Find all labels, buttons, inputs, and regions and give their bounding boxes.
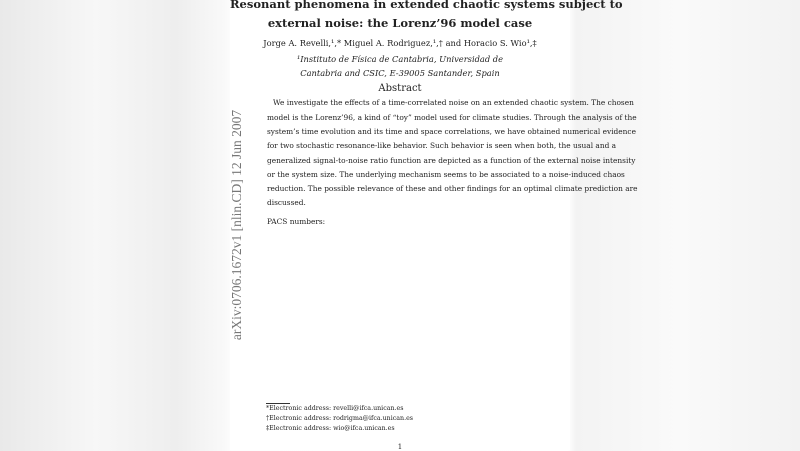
title-line-1: Resonant phenomena in extended chaotic systems subject to — [230, 0, 623, 11]
abstract-line: generalized signal-to-noise ratio function are depicted as a function of the external noise intensity — [267, 156, 636, 165]
abstract-line: system’s time evolution and its time and space correlations, we have obtained numerical evidence — [267, 127, 636, 136]
abstract-heading: Abstract — [378, 83, 422, 94]
abstract-line: discussed. — [267, 198, 306, 207]
footnote-rule — [266, 403, 290, 404]
footnote: *Electronic address: revelli@ifca.unican.es — [266, 405, 404, 412]
title-line-2: external noise: the Lorenz’96 model case — [267, 16, 533, 30]
abstract-line: reduction. The possible relevance of these and other findings for an optimal climate prediction are — [267, 184, 638, 193]
abstract-line: We investigate the effects of a time-correlated noise on an extended chaotic system. The chosen — [273, 98, 634, 107]
pacs-numbers: PACS numbers: — [267, 217, 326, 226]
abstract-line: for two stochastic resonance-like behavior. Such behavior is seen when both, the usual and a — [267, 141, 617, 150]
affiliation-line-1: ¹Instituto de Física de Cantabria, Universidad de — [296, 54, 504, 64]
footnote: †Electronic address: rodrigma@ifca.unican.es — [266, 415, 414, 422]
arxiv-stamp: arXiv:0706.1672v1 [nlin.CD] 12 Jun 2007 — [229, 109, 244, 341]
abstract-line: or the system size. The underlying mechanism seems to be associated to a noise-induced chaos — [267, 170, 625, 179]
authors: Jorge A. Revelli,¹,* Miguel A. Rodriguez,¹,† and Horacio S. Wio¹,‡ — [263, 38, 537, 48]
affiliation-line-2: Cantabria and CSIC, E-39005 Santander, Spain — [300, 68, 500, 78]
paper-page — [230, 0, 638, 451]
footnote: ‡Electronic address: wio@ifca.unican.es — [266, 425, 395, 432]
page-number: 1 — [397, 443, 403, 451]
abstract-line: model is the Lorenz’96, a kind of “toy” model used for climate studies. Through the analysis of the — [267, 113, 637, 122]
